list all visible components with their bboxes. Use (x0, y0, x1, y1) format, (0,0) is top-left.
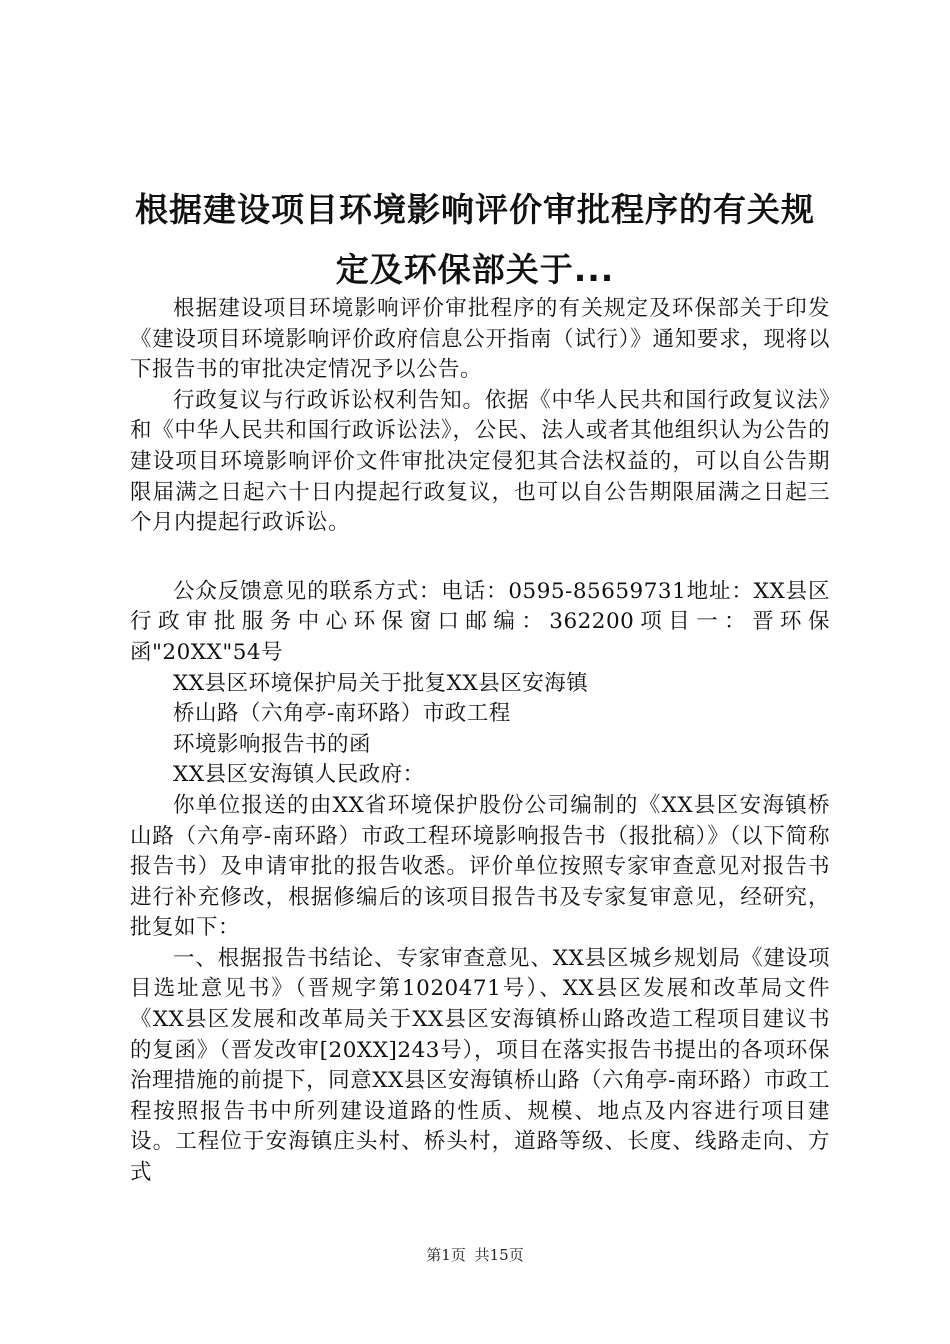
page-footer (0, 1244, 950, 1265)
paragraph-contact: 公众反馈意见的联系方式：电话：0595-85659731地址：XX县区行政审批服务中心环保窗口邮编：362200项目一：晋环保函"20XX"54号 (130, 578, 830, 665)
paragraph-gap (130, 539, 830, 577)
letter-title-line-3: 环境影响报告书的函 (173, 731, 372, 757)
letter-title-line-2: 桥山路（六角亭-南环路）市政工程 (173, 701, 511, 727)
letter-title-line-1: XX县区环境保护局关于批复XX县区安海镇 (173, 670, 589, 696)
title-line-2: 定及环保部关于... (335, 250, 615, 289)
letter-addressee: XX县区安海镇人民政府： (173, 762, 425, 788)
paragraph-submission: 你单位报送的由XX省环境保护股份公司编制的《XX县区安海镇桥山路（六角亭-南环路）市政工程环境影响报告书（报批稿）》（以下简称报告书）及申请审批的报告收悉。评价单位按照专家审查意见对报告书进行补充修改，根据修编后的该项目报告书及专家复审意见，经研究，批复如下： (130, 792, 830, 941)
page-number: 第1页 (426, 1246, 466, 1264)
document-body (130, 294, 830, 1189)
title-line-1: 根据建设项目环境影响评价审批程序的有关规 (135, 190, 815, 229)
paragraph-rights-notice: 行政复议与行政诉讼权利告知。依据《中华人民共和国行政复议法》和《中华人民共和国行政诉讼法》，公民、法人或者其他组织认为公告的建设项目环境影响评价文件审批决定侵犯其合法权益的，可以自公告期限届满之日起六十日内提起行政复议，也可以自公告期限届满之日起三个月内提起行政诉讼。 (130, 387, 830, 536)
document-title (110, 180, 840, 300)
paragraph-intro: 根据建设项目环境影响评价审批程序的有关规定及环保部关于印发《建设项目环境影响评价政府信息公开指南（试行）》通知要求，现将以下报告书的审批决定情况予以公告。 (130, 296, 830, 383)
paragraph-approval-item-1: 一、根据报告书结论、专家审查意见、XX县区城乡规划局《建设项目选址意见书》（晋规字第1020471号）、XX县区发展和改革局文件《XX县区发展和改革局关于XX县区安海镇桥山路改造工程项目建议书的复函》（晋发改审[20XX]243号），项目在落实报告书提出的各项环保治理措施的前提下，同意XX县区安海镇桥山路（六角亭-南环路）市政工程按照报告书中所列建设道路的性质、规模、地点及内容进行项目建设。工程位于安海镇庄头村、桥头村，道路等级、长度、线路走向、方式 (130, 945, 830, 1186)
page-total: 共15页 (474, 1246, 524, 1264)
